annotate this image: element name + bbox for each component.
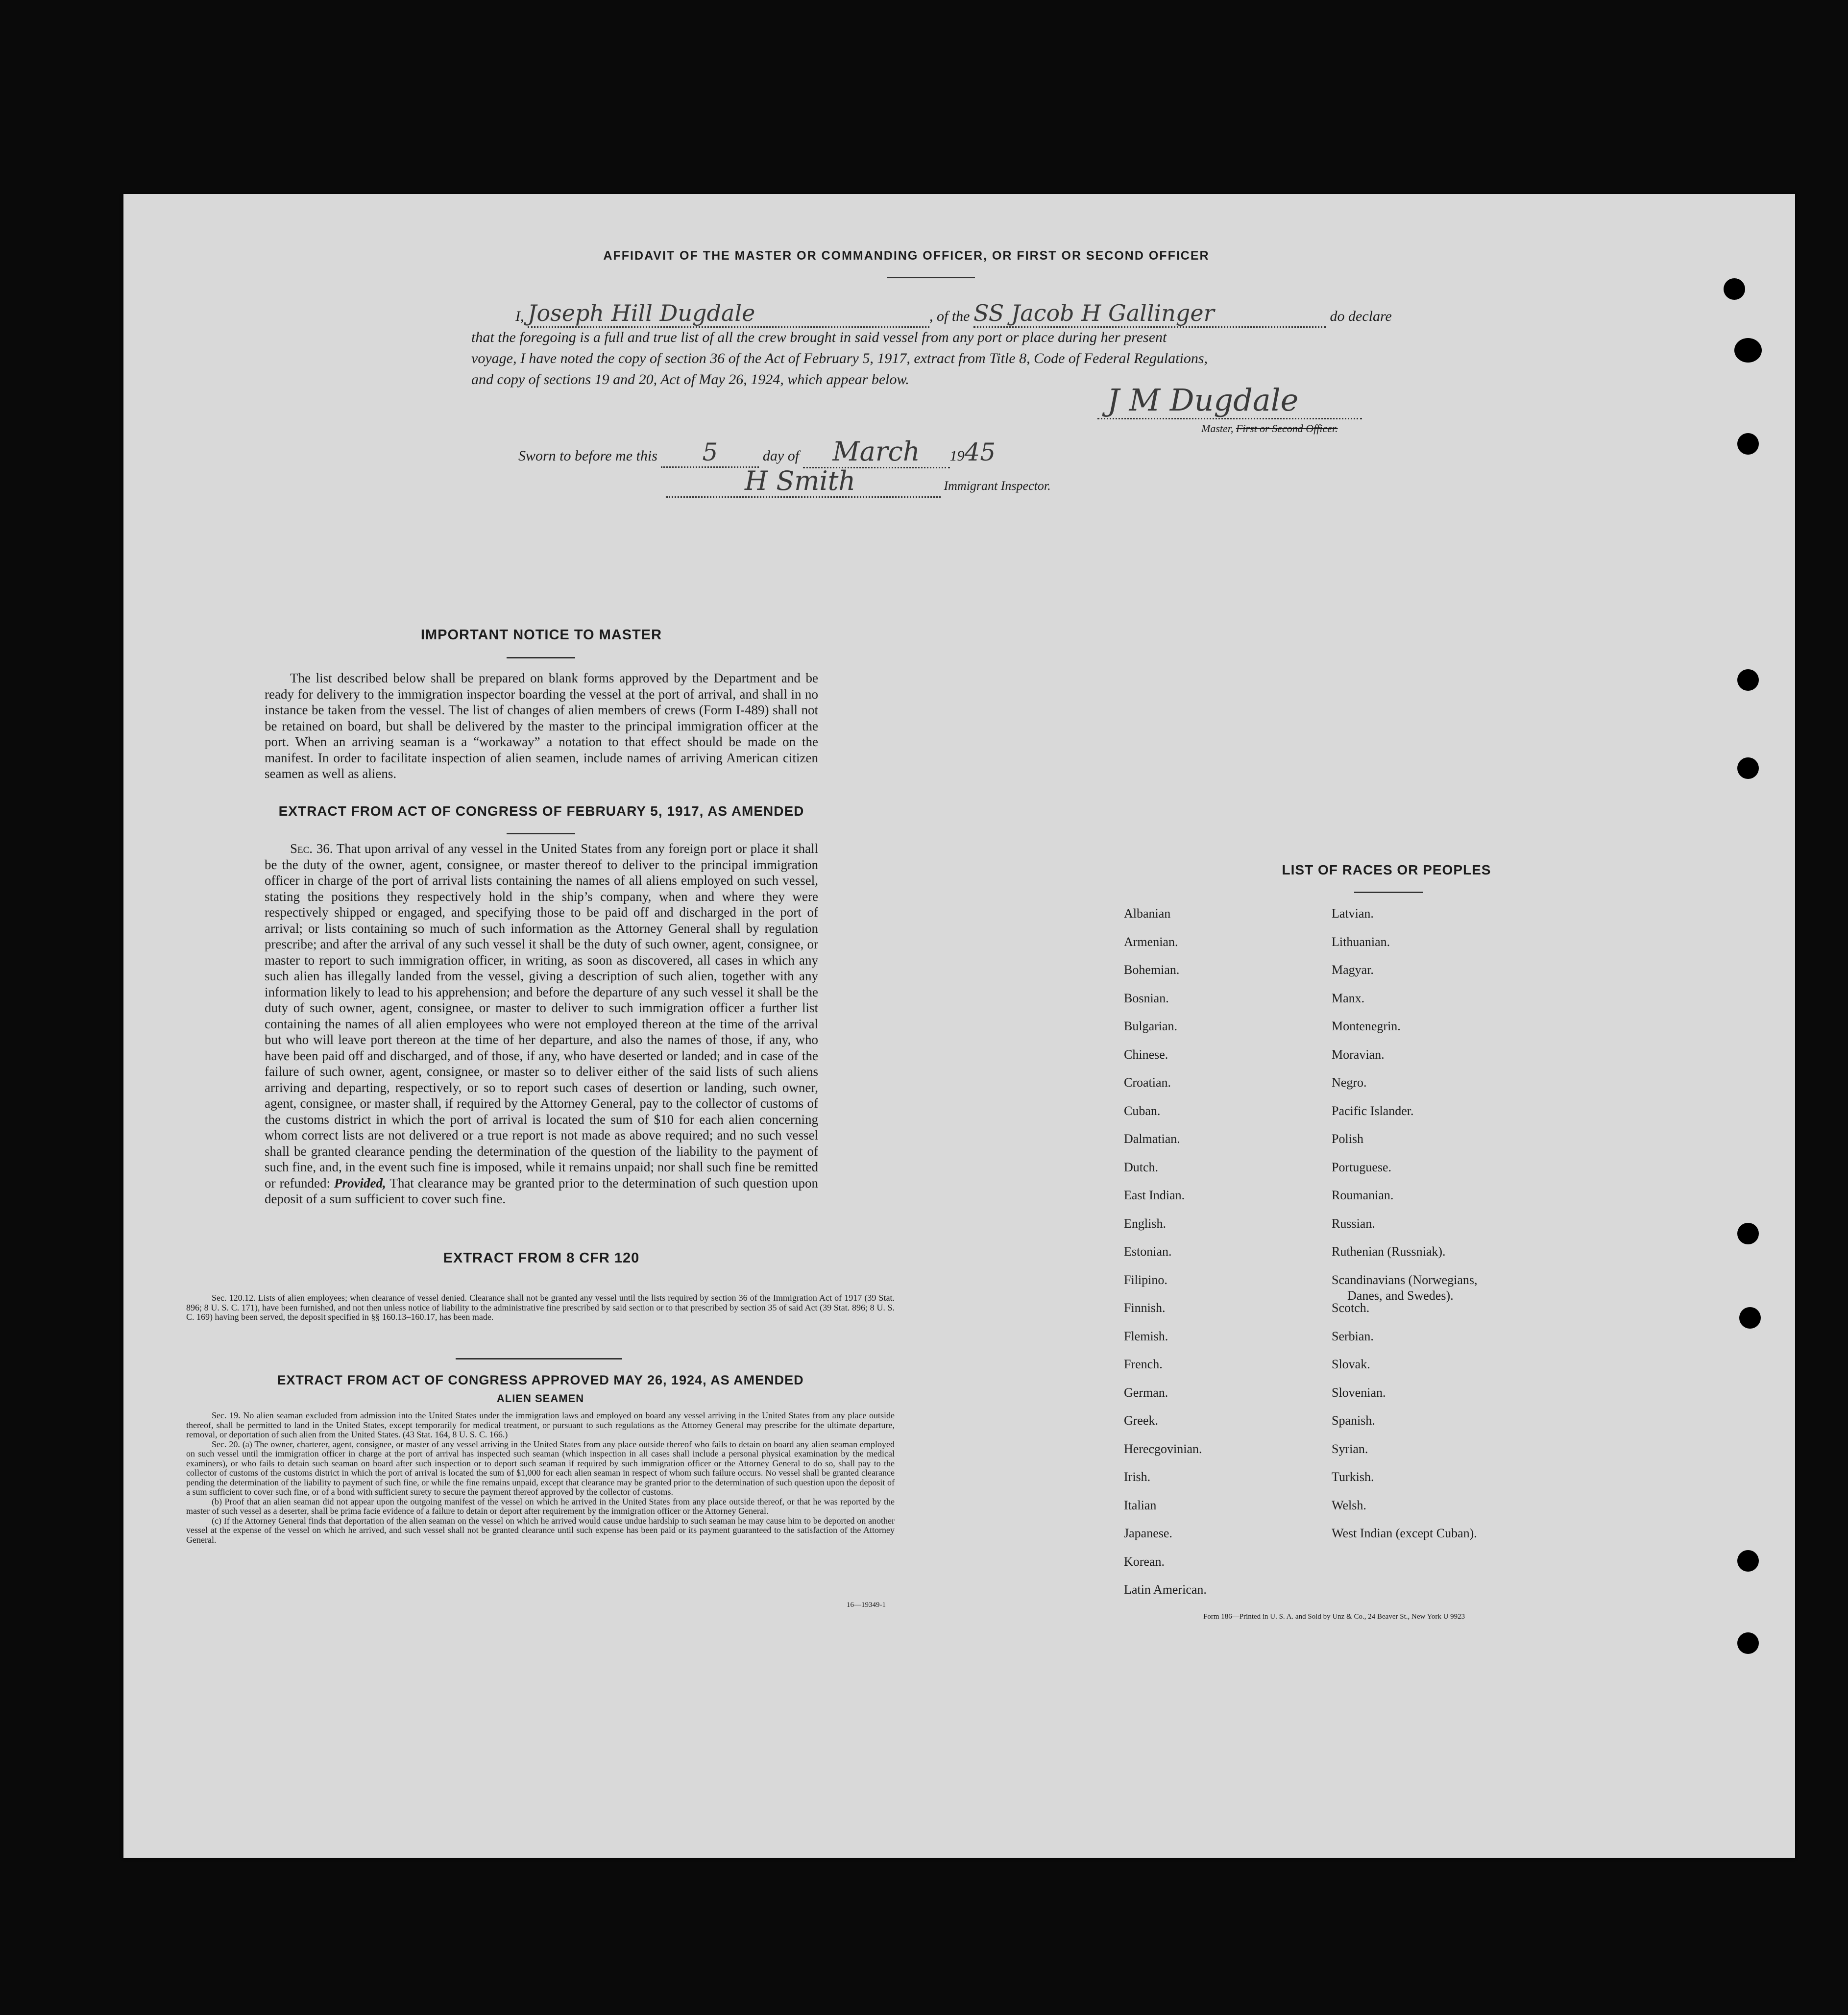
extract-1924-subtitle: ALIEN SEAMEN: [496, 1392, 584, 1405]
binder-hole: [1737, 1550, 1759, 1572]
sec-20b-text: (b) Proof that an alien seaman did not appear upon the outgoing manifest of the vessel on which he arrived in the United States from any place outside thereof, or that he was reported by the master of such vessel as a deserter, shall be prima facie evidence of a failure to detain or deport after requirement by the immigration officer or the Attorney General.: [186, 1496, 895, 1516]
race-item: Greek.: [1124, 1413, 1159, 1428]
race-item: Ruthenian (Russniak).: [1332, 1244, 1446, 1259]
sworn-line: [518, 436, 996, 468]
divider: [887, 277, 975, 278]
master-title-label: [1201, 422, 1338, 435]
extract-cfr-title: EXTRACT FROM 8 CFR 120: [443, 1250, 640, 1266]
race-item: Estonian.: [1124, 1244, 1172, 1259]
race-item: Scandinavians (Norwegians,: [1332, 1272, 1478, 1287]
race-item: Armenian.: [1124, 934, 1178, 949]
inspector-label: Immigrant Inspector.: [944, 479, 1051, 493]
race-item: Bosnian.: [1124, 991, 1169, 1005]
race-item: East Indian.: [1124, 1188, 1185, 1202]
do-declare-label: do declare: [1330, 308, 1392, 324]
race-item: Turkish.: [1332, 1470, 1374, 1484]
race-item: Cuban.: [1124, 1103, 1161, 1118]
provided-label: Provided,: [334, 1175, 386, 1190]
race-item: Lithuanian.: [1332, 934, 1390, 949]
race-item: German.: [1124, 1385, 1168, 1400]
race-item: English.: [1124, 1216, 1166, 1231]
race-item: Polish: [1332, 1132, 1364, 1146]
day-of-label: day of: [762, 448, 800, 464]
race-item: Latvian.: [1332, 906, 1374, 921]
vessel-name-handwritten: SS Jacob H Gallinger: [973, 300, 1326, 328]
race-item: Croatian.: [1124, 1075, 1171, 1090]
race-item: Chinese.: [1124, 1047, 1168, 1062]
affidavit-line2: that the foregoing is a full and true list of all the crew brought in said vessel from any port or place during her present: [471, 329, 1167, 345]
divider: [1354, 892, 1423, 893]
races-title: LIST OF RACES OR PEOPLES: [1282, 862, 1491, 877]
race-item: Syrian.: [1332, 1441, 1368, 1456]
race-item: Filipino.: [1124, 1272, 1167, 1287]
race-item: Dalmatian.: [1124, 1132, 1180, 1146]
race-item: Portuguese.: [1332, 1160, 1392, 1174]
race-item: Moravian.: [1332, 1047, 1385, 1062]
race-item: Scotch.: [1332, 1301, 1370, 1315]
of-the-label: , of the: [929, 308, 970, 324]
race-item: French.: [1124, 1357, 1163, 1371]
binder-hole: [1739, 1307, 1761, 1329]
race-item: West Indian (except Cuban).: [1332, 1526, 1477, 1540]
race-item: Japanese.: [1124, 1526, 1172, 1540]
extract-1924-title: EXTRACT FROM ACT OF CONGRESS APPROVED MAY 26, 1924, AS AMENDED: [277, 1373, 804, 1387]
race-item: Bohemian.: [1124, 963, 1180, 977]
binder-hole: [1737, 1632, 1759, 1654]
signature-handwritten: J M Dugdale: [1097, 382, 1362, 419]
race-item: Welsh.: [1332, 1498, 1366, 1512]
sec-36-text-a: That upon arrival of any vessel in the United States from any foreign port or place it shall be the duty of the owner, agent, consignee, or master thereof to deliver to the principal immigration officer in charge of the port of arrival lists containing the names of all aliens employed on such vessel, stating the positions they respectively hold in the ship’s company, when and where they were respectively shipped or engaged, and specifying those to be paid off and discharged in the port of arrival; or lists containing so much of such information as the Attorney General shall by regulation prescribe; and after the arrival of any such vessel it shall be the duty of such owner, agent, consignee, or master to report to such immigration officer, in writing, as soon as discovered, all cases in which any such alien has illegally landed from the vessel, giving a description of such alien, together with any information likely to lead to his apprehension; and before the departure of any such vessel it shall be the duty of such owner, agent, consignee, or master to deliver to such immigration officer a further list containing the names of all alien employees who were not employed thereon at the time of the arrival but who will leave port thereon at the time of her departure, and also the names of those, if any, who have been paid off and discharged, and of those, if any, who have deserted or landed; and in case of the failure of such owner, agent, consignee, or master so to deliver either of the said lists of such aliens arriving and departing, respectively, or so to report such cases of desertion or landing, such owner, agent, consignee, or master shall, if required by the Attorney General, pay to the collector of customs of the customs district in which the port of arrival is located the sum of $10 for each alien concerning whom correct lists are not delivered or a true report is not made as above required; and no such vessel shall be granted clearance pending the determination of the question of the liability to the payment of such fine, and, in the event such fine is imposed, while it remains unpaid; nor shall such fine be remitted or refunded:: [265, 841, 818, 1190]
affidavit-title: AFFIDAVIT OF THE MASTER OR COMMANDING OFFICER, OR FIRST OR SECOND OFFICER: [603, 249, 1210, 263]
sec-36-text-b: That clearance may be granted prior to the determination of such question upon deposit of a sum sufficient to cover such fine.: [265, 1175, 819, 1206]
race-item: Roumanian.: [1332, 1188, 1394, 1202]
sec-20a-text: Sec. 20. (a) The owner, charterer, agent, consignee, or master of any vessel arriving in the United States from any place outside thereof who fails to detain on board any alien seaman employed on such vessel until the immigration officer in charge at the port of arrival has inspected such seaman (which inspection in all cases shall include a personal physical examination by the medical examiners), or who fails to detain such seaman on board after such inspection or to deport such seaman if required by such immigration officer or the Attorney General to do so, shall pay to the collector of customs of the customs district in which the port of arrival is located the sum of $1,000 for each alien seaman in respect of whom such failure occurs. No vessel shall be granted clearance pending the determination of the liability to payment of such fine, or while the fine remains unpaid, except that clearance may be granted prior to the determination of such question upon the deposit of a sum sufficient to cover such fine, or of a bond with sufficient surety to secure the payment thereof approved by the collector of customs.: [186, 1439, 895, 1497]
race-item: Dutch.: [1124, 1160, 1159, 1174]
extract-cfr-body: Sec. 120.12. Lists of alien employees; when clearance of vessel denied. Clearance shall not be granted any vessel until the lists required by section 36 of the Immigration Act of 1917 (39 Stat. 896; 8 U. S. C. 171), have been furnished, and not then unless notice of liability to the administrative fine prescribed by said section or to that prescribed by section 35 of said Act (39 Stat. 896; 8 U. S. C. 169) having been served, the deposit specified in §§ 160.13–160.17, has been made.: [186, 1293, 895, 1322]
sec-20c-text: (c) If the Attorney General finds that deportation of the alien seaman on the vessel on which he arrived would cause undue hardship to such seaman he may cause him to be deported on another vessel at the expense of the vessel on which he arrived, and such vessel shall not be granted clearance until such expense has been paid or its payment guaranteed to the satisfaction of the Attorney General.: [186, 1515, 895, 1545]
race-item: Slovak.: [1332, 1357, 1370, 1371]
race-item: Serbian.: [1332, 1329, 1374, 1343]
notice-title: IMPORTANT NOTICE TO MASTER: [420, 627, 662, 643]
race-item: Pacific Islander.: [1332, 1103, 1414, 1118]
race-item: Magyar.: [1332, 963, 1374, 977]
race-item: Spanish.: [1332, 1413, 1375, 1428]
year-prefix: 19: [949, 448, 965, 464]
extract-1917-body: [265, 841, 818, 1207]
race-item: Latin American.: [1124, 1582, 1207, 1597]
race-item: Finnish.: [1124, 1301, 1166, 1315]
race-item: Flemish.: [1124, 1329, 1168, 1343]
race-item: Korean.: [1124, 1554, 1165, 1569]
notice-body: The list described below shall be prepared on blank forms approved by the Department and be ready for delivery to the immigration inspector boarding the vessel at the port of arrival, and shall in no instance be taken from the vessel. The list of changes of alien members of crews (Form I-489) shall not be retained on board, but shall be delivered by the master to the principal immigration officer at the port. When an arriving seaman is a “workaway” a notation to that effect should be made on the manifest. In order to facilitate inspection of alien seamen, include names of arriving American citizen seamen as well as aliens.: [265, 671, 818, 781]
race-item: Negro.: [1332, 1075, 1367, 1090]
month-handwritten: March: [803, 436, 950, 468]
binder-hole: [1734, 338, 1762, 363]
race-item: Italian: [1124, 1498, 1157, 1512]
first-second-officer-struck: First or Second Officer.: [1236, 422, 1338, 435]
race-item: Irish.: [1124, 1470, 1151, 1484]
affidavit-line1: [515, 300, 1392, 328]
form-code: 16—19349-1: [847, 1601, 886, 1609]
affidavit-i: I,: [515, 308, 524, 324]
year-handwritten: 45: [964, 438, 996, 466]
race-item: Manx.: [1332, 991, 1365, 1005]
sec-19-text: Sec. 19. No alien seaman excluded from admission into the United States under the immigration laws and employed on board any vessel arriving in the United States from any place outside thereof, shall be permitted to land in the United States, except temporarily for medical treatment, or pursuant to such regulations as the Attorney General may prescribe for the ultimate departure, removal, or deportation of such alien from the United States. (43 Stat. 164, 8 U. S. C. 166.): [186, 1410, 895, 1439]
sec-36-label: Sec. 36.: [290, 841, 333, 856]
inspector-signature-handwritten: H Smith: [666, 465, 941, 498]
binder-hole: [1737, 757, 1759, 779]
day-handwritten: 5: [661, 438, 759, 468]
divider: [507, 833, 575, 834]
master-name-handwritten: Joseph Hill Dugdale: [528, 300, 929, 328]
binder-hole: [1737, 1223, 1759, 1244]
master-label: Master,: [1201, 422, 1234, 435]
race-item: Slovenian.: [1332, 1385, 1386, 1400]
race-item: Bulgarian.: [1124, 1019, 1178, 1033]
master-signature: [1097, 382, 1362, 419]
binder-hole: [1737, 433, 1759, 455]
race-item: Herecgovinian.: [1124, 1441, 1202, 1456]
race-item: Albanian: [1124, 906, 1171, 921]
binder-hole: [1724, 278, 1745, 300]
affidavit-line3: voyage, I have noted the copy of section 36 of the Act of February 5, 1917, extract from Title 8, Code of Federal Regulations,: [471, 350, 1208, 366]
affidavit-line4: and copy of sections 19 and 20, Act of May 26, 1924, which appear below.: [471, 371, 909, 388]
binder-hole: [1737, 669, 1759, 691]
divider: [456, 1358, 622, 1360]
sworn-label: Sworn to before me this: [518, 448, 657, 464]
race-item: Russian.: [1332, 1216, 1375, 1231]
inspector-line: [666, 465, 1051, 498]
divider: [507, 657, 575, 658]
race-item: Danes, and Swedes).: [1347, 1288, 1454, 1303]
printer-imprint: Form 186—Printed in U. S. A. and Sold by Unz & Co., 24 Beaver St., New York U 9923: [1203, 1613, 1465, 1621]
race-item: Montenegrin.: [1332, 1019, 1401, 1033]
extract-1924-body: [186, 1411, 895, 1545]
extract-1917-title: EXTRACT FROM ACT OF CONGRESS OF FEBRUARY 5, 1917, AS AMENDED: [278, 803, 804, 819]
